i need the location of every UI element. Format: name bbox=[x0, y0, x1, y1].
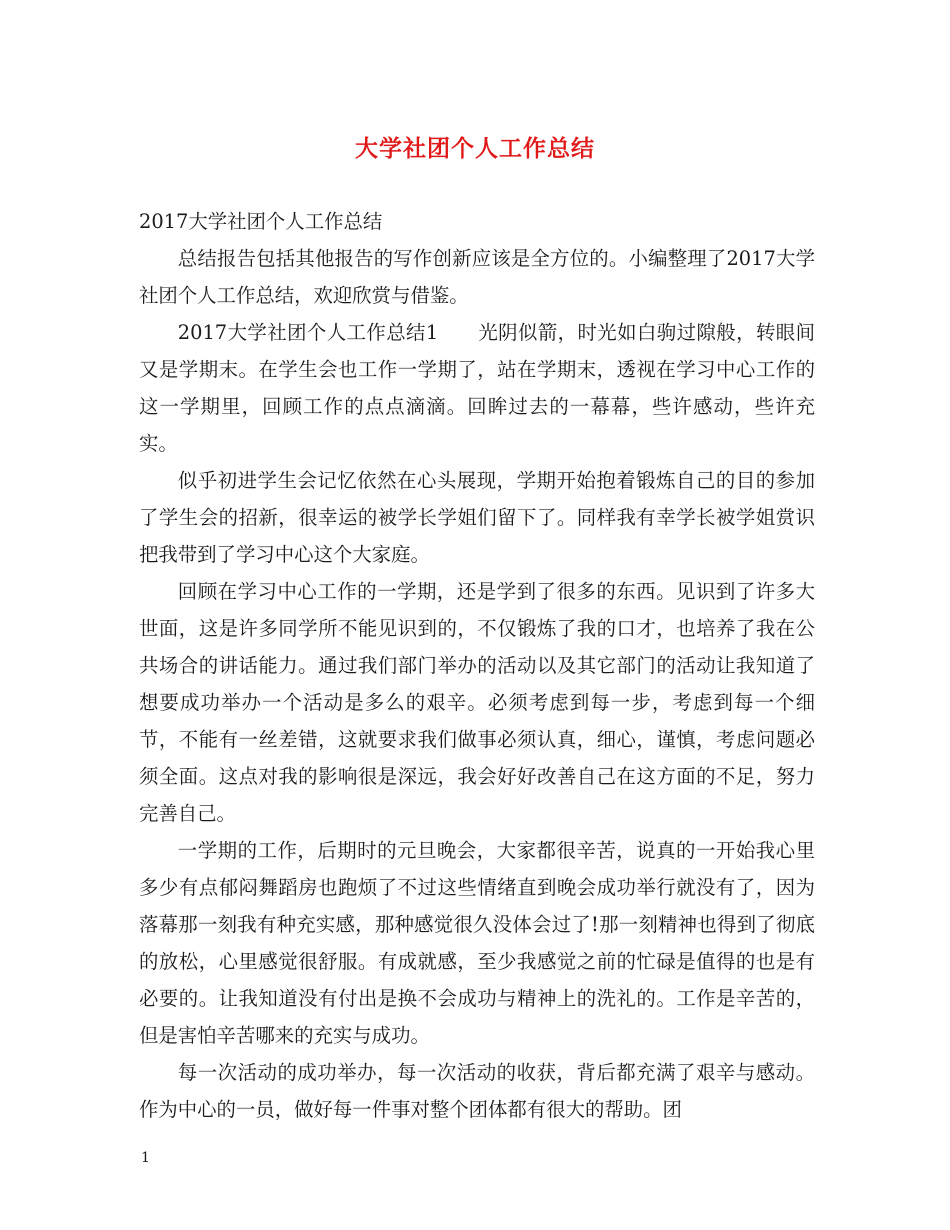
paragraph-intro: 总结报告包括其他报告的写作创新应该是全方位的。小编整理了2017大学社团个人工作总结，欢迎欣赏与借鉴。 bbox=[139, 247, 815, 307]
paragraph-4: 一学期的工作，后期时的元旦晚会，大家都很辛苦，说真的一开始我心里多少有点郁闷舞蹈房也跑烦了不过这些情绪直到晚会成功举行就没有了，因为落幕那一刻我有种充实感，那种感觉很久没体会过了!那一刻精神也得到了彻底的放松，心里感觉很舒服。有成就感，至少我感觉之前的忙碌是值得的也是有必要的。让我知道没有付出是换不会成功与精神上的洗礼的。工作是辛苦的，但是害怕辛苦哪来的充实与成功。 bbox=[139, 839, 815, 1047]
paragraph-3: 回顾在学习中心工作的一学期，还是学到了很多的东西。见识到了许多大世面，这是许多同学所不能见识到的，不仅锻炼了我的口才，也培养了我在公共场合的讲话能力。通过我们部门举办的活动以及其它部门的活动让我知道了想要成功举办一个活动是多么的艰辛。必须考虑到每一步，考虑到每一个细节，不能有一丝差错，这就要求我们做事必须认真，细心，谨慎，考虑问题必须全面。这点对我的影响很是深远，我会好好改善自己在这方面的不足，努力完善自己。 bbox=[139, 580, 815, 825]
paragraph-5: 每一次活动的成功举办，每一次活动的收获，背后都充满了艰辛与感动。作为中心的一员，做好每一件事对整个团体都有很大的帮助。团 bbox=[139, 1061, 815, 1121]
document-title: 大学社团个人工作总结 bbox=[355, 135, 595, 162]
page-number: 1 bbox=[141, 1150, 150, 1166]
document-subtitle: 2017大学社团个人工作总结 bbox=[139, 210, 383, 233]
document-body bbox=[139, 203, 815, 1128]
paragraph-2: 似乎初进学生会记忆依然在心头展现，学期开始抱着锻炼自己的目的参加了学生会的招新，很幸运的被学长学姐们留下了。同样我有幸学长被学姐赏识把我带到了学习中心这个大家庭。 bbox=[139, 469, 815, 566]
paragraph-1: 2017大学社团个人工作总结1 光阴似箭，时光如白驹过隙般，转眼间又是学期末。在学生会也工作一学期了，站在学期末，透视在学习中心工作的这一学期里，回顾工作的点点滴滴。回眸过去的一幕幕，些许感动，些许充实。 bbox=[139, 321, 815, 455]
